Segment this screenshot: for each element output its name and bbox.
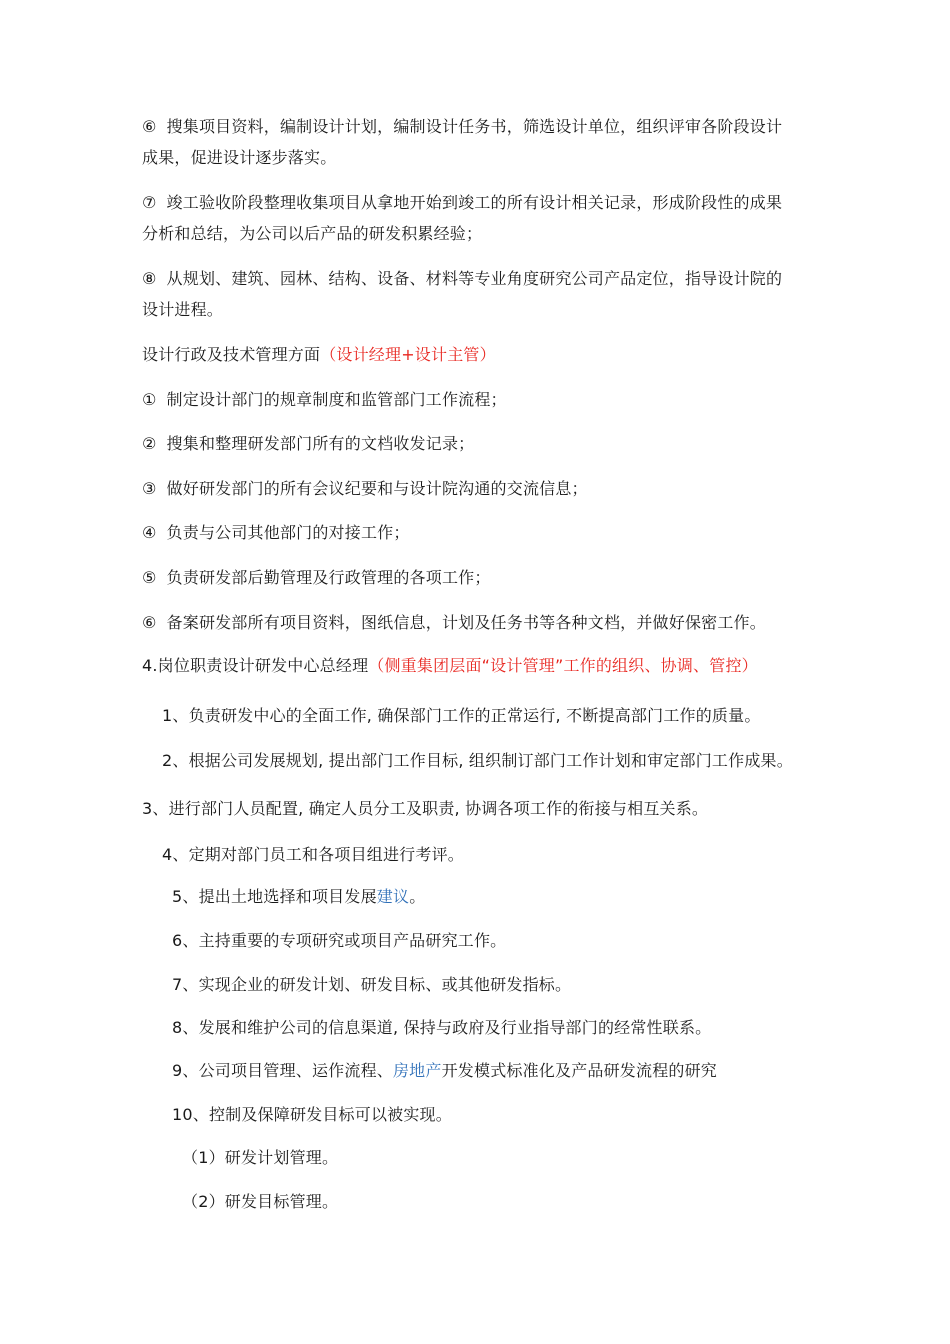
item-text: 做好研发部门的所有会议纪要和与设计院沟通的交流信息； [166, 479, 588, 498]
duty-5-text: 5、提出土地选择和项目发展 [172, 887, 377, 906]
item-number: ⑤ [142, 568, 157, 587]
admin-item-3 [142, 479, 588, 499]
item-text: 备案研发部所有项目资料，图纸信息，计划及任务书等各种文档，并做好保密工作。 [166, 613, 766, 632]
section-4-heading [142, 656, 758, 676]
sub-duty-2: （2）研发目标管理。 [182, 1192, 339, 1211]
item-number: ① [142, 390, 157, 409]
item-number: ⑦ [142, 193, 157, 212]
admin-heading-highlight: （设计经理+设计主管） [320, 345, 496, 364]
duty-5-end: 。 [409, 887, 426, 906]
item-number: ③ [142, 479, 157, 498]
admin-item-5 [142, 568, 491, 588]
item-text: 制定设计部门的规章制度和监管部门工作流程； [166, 390, 507, 409]
item-number: ⑥ [142, 613, 157, 632]
duty-4: 4、定期对部门员工和各项目组进行考评。 [162, 845, 464, 864]
paragraph-text: 从规划、建筑、园林、结构、设备、材料等专业角度研究公司产品定位，指导设计院的 [166, 269, 783, 288]
duty-3: 3、进行部门人员配置, 确定人员分工及职责, 协调各项工作的衔接与相互关系。 [142, 799, 709, 818]
admin-heading [142, 345, 496, 365]
duty-5 [172, 887, 425, 907]
admin-item-4 [142, 523, 410, 543]
paragraph-7-line1 [142, 193, 782, 213]
admin-heading-text: 设计行政及技术管理方面 [142, 345, 321, 364]
section-4-highlight: （侧重集团层面“设计管理”工作的组织、协调、管控） [368, 656, 758, 675]
admin-item-6 [142, 613, 766, 633]
real-estate-link[interactable]: 房地产 [392, 1061, 442, 1080]
paragraph-6-line1 [142, 117, 782, 137]
duty-2: 2、根据公司发展规划, 提出部门工作目标, 组织制订部门工作计划和审定部门工作成果。 [162, 751, 793, 770]
duty-9-text: 9、公司项目管理、运作流程、 [172, 1061, 393, 1080]
admin-item-2 [142, 434, 474, 454]
item-text: 搜集和整理研发部门所有的文档收发记录； [166, 434, 475, 453]
suggestion-link[interactable]: 建议 [376, 887, 410, 906]
item-number: ② [142, 434, 157, 453]
item-number: ⑥ [142, 117, 157, 136]
item-text: 负责研发部后勤管理及行政管理的各项工作； [166, 568, 491, 587]
duty-9 [172, 1061, 717, 1081]
duty-7: 7、实现企业的研发计划、研发目标、或其他研发指标。 [172, 975, 572, 994]
paragraph-7-line2: 分析和总结，为公司以后产品的研发积累经验； [142, 224, 483, 243]
duty-8: 8、发展和维护公司的信息渠道, 保持与政府及行业指导部门的经常性联系。 [172, 1018, 712, 1037]
duty-10: 10、控制及保障研发目标可以被实现。 [172, 1105, 452, 1124]
paragraph-text: 竣工验收阶段整理收集项目从拿地开始到竣工的所有设计相关记录，形成阶段性的成果 [166, 193, 783, 212]
admin-item-1 [142, 390, 507, 410]
section-4-title: 4.岗位职责设计研发中心总经理 [142, 656, 369, 675]
item-number: ④ [142, 523, 157, 542]
paragraph-6-line2: 成果，促进设计逐步落实。 [142, 148, 337, 167]
item-text: 负责与公司其他部门的对接工作； [166, 523, 410, 542]
paragraph-8-line1 [142, 269, 782, 289]
duty-9-end: 开发模式标准化及产品研发流程的研究 [441, 1061, 717, 1080]
duty-1: 1、负责研发中心的全面工作, 确保部门工作的正常运行, 不断提高部门工作的质量。 [162, 706, 761, 725]
sub-duty-1: （1）研发计划管理。 [182, 1148, 339, 1167]
item-number: ⑧ [142, 269, 157, 288]
paragraph-text: 搜集项目资料，编制设计计划，编制设计任务书，筛选设计单位，组织评审各阶段设计 [166, 117, 783, 136]
paragraph-8-line2: 设计进程。 [142, 300, 224, 319]
duty-6: 6、主持重要的专项研究或项目产品研究工作。 [172, 931, 507, 950]
